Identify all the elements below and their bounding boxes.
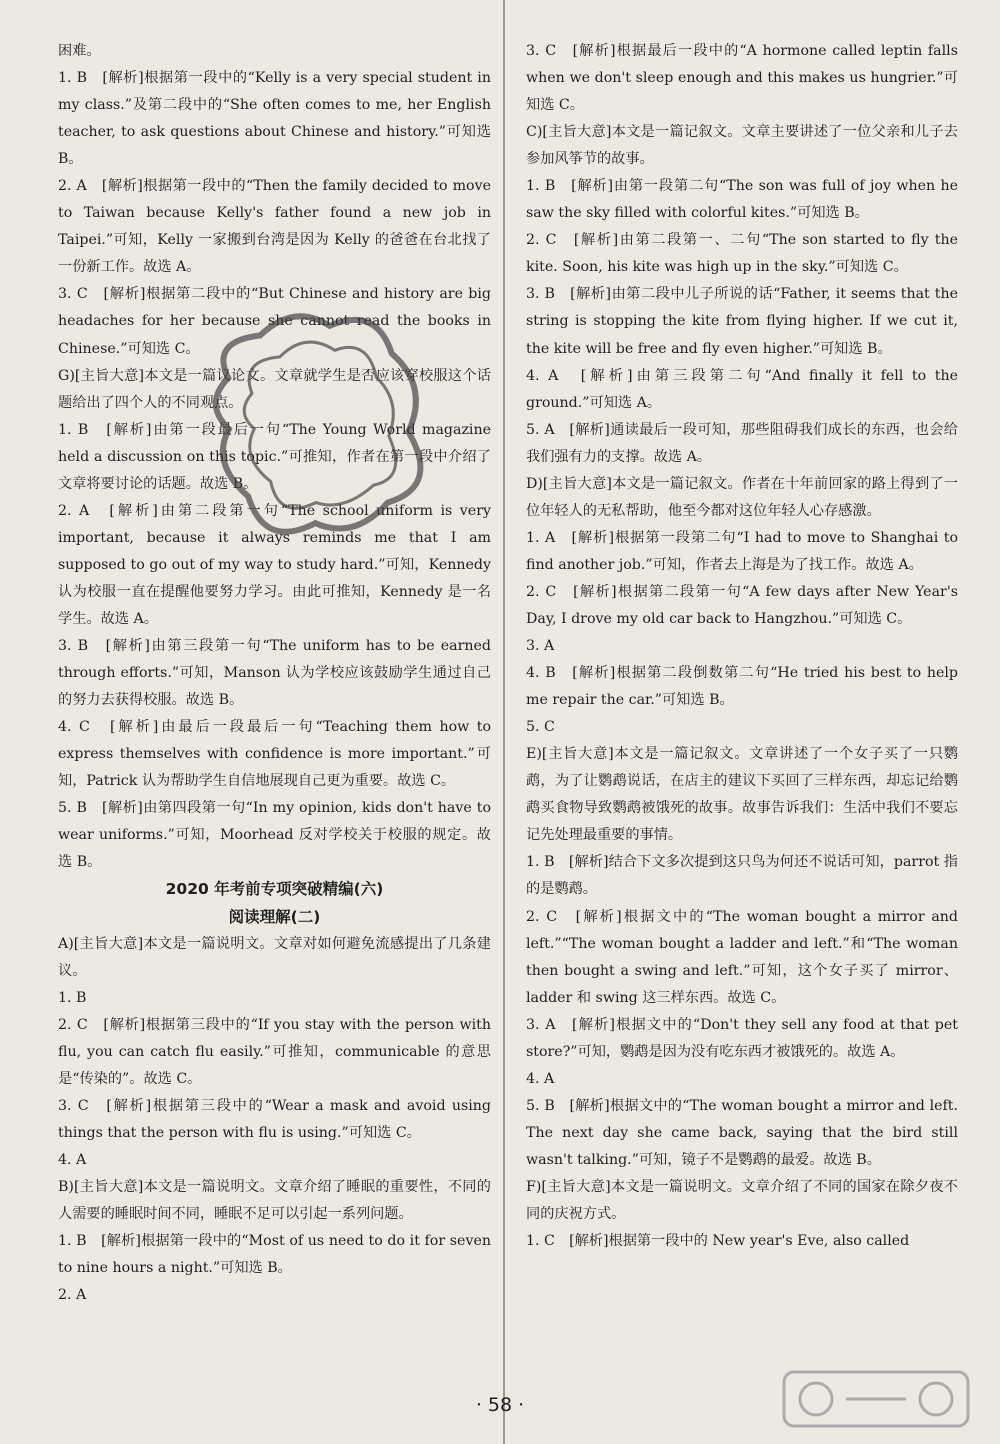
section-heading: 阅读理解(二) <box>228 907 321 926</box>
answer-paragraph: 2. C [解析]根据文中的“The woman bought a mirror and left.”“The woman bought a ladder and left.”和“The woman then bought a swing and left.”可知，这个女子买了 mirror、ladder 和 swing 这三样东西。故选 C。 <box>526 908 958 1006</box>
page-number: · 58 · <box>475 1394 525 1416</box>
answer-paragraph: G)[主旨大意]本文是一篇议论文。文章就学生是否应该穿校服这个话题给出了四个人的不同观点。 <box>58 367 491 411</box>
answer-paragraph: 4. A <box>526 1070 555 1087</box>
answer-paragraph: 3. C [解析]根据第二段中的“But Chinese and history are big headaches for her because she cannot read the books in Chinese.”可知选 C。 <box>58 286 491 357</box>
answer-paragraph: F)[主旨大意]本文是一篇说明文。文章介绍了不同的国家在除夕夜不同的庆祝方式。 <box>526 1178 958 1223</box>
answer-paragraph: 3. B [解析]由第三段第一句“The uniform has to be earned through efforts.”可知，Manson 认为学校应该鼓励学生通过自己的努力去获得校服。故选 B。 <box>58 638 491 709</box>
answer-paragraph: 1. A [解析]根据第一段第二句“I had to move to Shanghai to find another job.”可知，作者去上海是为了找工作。故选 A。 <box>526 529 958 573</box>
answer-paragraph: 2. A [解析]由第二段第一句“The school uniform is very important, because it always reminds me that I am supposed to go out of my way to study hard.”可知，Kennedy 认为校服一直在提醒他要努力学习。由此可推知，Kennedy 是一名学生。故选 A。 <box>58 502 491 627</box>
section-heading: 2020 年考前专项突破精编(六) <box>165 880 384 899</box>
answer-paragraph: C)[主旨大意]本文是一篇记叙文。文章主要讲述了一位父亲和儿子去参加风筝节的故事。 <box>526 124 958 168</box>
answer-paragraph: 困难。 <box>58 43 101 59</box>
answer-paragraph: A)[主旨大意]本文是一篇说明文。文章对如何避免流感提出了几条建议。 <box>58 935 491 979</box>
answer-paragraph: 1. B [解析]根据第一段中的“Kelly is a very special student in my class.”及第二段中的“She often comes to me, her English teacher, to ask questions about Chinese and history.”可知选 B。 <box>58 70 491 168</box>
answer-paragraph: 3. C [解析]根据最后一段中的“A hormone called leptin falls when we don't sleep enough and this makes us hungrier.”可知选 C。 <box>526 43 958 114</box>
left-column <box>58 38 491 1309</box>
answer-paragraph: 1. B [解析]根据第一段中的“Most of us need to do it for seven to nine hours a night.”可知选 B。 <box>58 1233 491 1277</box>
answer-paragraph: 5. B [解析]由第四段第一句“In my opinion, kids don't have to wear uniforms.”可知，Moorhead 反对学校关于校服的规定。故选 B。 <box>58 800 491 871</box>
answer-paragraph: 4. A <box>58 1151 87 1168</box>
answer-paragraph: 1. B <box>58 989 87 1006</box>
answer-paragraph: 2. A <box>58 1287 87 1304</box>
answer-paragraph: 1. C [解析]根据第一段中的 New year's Eve, also called <box>526 1233 910 1250</box>
answer-paragraph: 4. C [解析]由最后一段最后一句“Teaching them how to express themselves with confidence is more important.”可知，Patrick 认为帮助学生自信地展现自己更为重要。故选 C。 <box>58 719 491 790</box>
answer-paragraph: 3. A [解析]根据文中的“Don't they sell any food at that pet store?”可知，鹦鹉是因为没有吃东西才被饿死的。故选 A。 <box>526 1016 958 1060</box>
answer-paragraph: 1. B [解析]由第一段第二句“The son was full of joy when he saw the sky filled with colorful kites.”可知选 B。 <box>526 178 958 222</box>
answer-paragraph: 2. C [解析]根据第三段中的“If you stay with the person with flu, you can catch flu easily.”可推知，communicable 的意思是“传染的”。故选 C。 <box>58 1016 491 1087</box>
answer-paragraph: 1. B [解析]结合下文多次提到这只鸟为何还不说话可知，parrot 指的是鹦鹉。 <box>526 854 958 898</box>
answer-paragraph: 5. C <box>526 719 555 736</box>
watermark-stamp <box>177 278 464 572</box>
answer-paragraph: B)[主旨大意]本文是一篇说明文。文章介绍了睡眠的重要性，不同的人需要的睡眠时间不同，睡眠不足可以引起一系列问题。 <box>58 1178 491 1223</box>
answer-paragraph: 3. A <box>526 638 555 655</box>
answer-paragraph: E)[主旨大意]本文是一篇记叙文。文章讲述了一个女子买了一只鹦鹉，为了让鹦鹉说话，在店主的建议下买回了三样东西，却忘记给鹦鹉买食物导致鹦鹉被饿死的故事。故事告诉我们：生活中我们不要忘记先处理最重要的事情。 <box>526 746 958 844</box>
answer-paragraph: 3. B [解析]由第二段中儿子所说的话“Father, it seems that the string is stopping the kite from flying higher. If we cut it, the kite will be free and fly even higher.”可知选 B。 <box>526 286 958 357</box>
answer-paragraph: 2. C [解析]由第二段第一、二句“The son started to fly the kite. Soon, his kite was high up in the sky.”可知选 C。 <box>526 232 958 276</box>
answer-paragraph: 5. B [解析]根据文中的“The woman bought a mirror and left. The next day she came back, saying that the bird still wasn't talking.”可知，镜子不是鹦鹉的最爱。故选 B。 <box>526 1097 958 1168</box>
answer-paragraph: 4. B [解析]根据第二段倒数第二句“He tried his best to help me repair the car.”可知选 B。 <box>526 665 958 709</box>
right-column <box>526 38 958 1255</box>
answer-paragraph: 1. B [解析]由第一段最后一句“The Young World magazine held a discussion on this topic.”可推知，作者在第一段中介绍了文章将要讨论的话题。故选 B。 <box>58 421 491 492</box>
answer-paragraph: 4. A [解析]由第三段第二句“And finally it fell to the ground.”可知选 A。 <box>526 367 958 411</box>
answer-paragraph: 2. A [解析]根据第一段中的“Then the family decided to move to Taiwan because Kelly's father found a new job in Taipei.”可知，Kelly 一家搬到台湾是因为 Kelly 的爸爸在台北找了一份新工作。故选 A。 <box>58 178 491 276</box>
answer-paragraph: 5. A [解析]通读最后一段可知，那些阻碍我们成长的东西，也会给我们强有力的支撑。故选 A。 <box>526 421 958 465</box>
answer-paragraph: 3. C [解析]根据第三段中的“Wear a mask and avoid using things that the person with flu is using.”可知选 C。 <box>58 1097 491 1141</box>
answer-paragraph: 2. C [解析]根据第二段第一句“A few days after New Year's Day, I drove my old car back to Hangzhou.”可知选 C。 <box>526 583 958 627</box>
answer-paragraph: D)[主旨大意]本文是一篇记叙文。作者在十年前回家的路上得到了一位年轻人的无私帮助，他至今都对这位年轻人心存感激。 <box>526 475 958 519</box>
column-divider <box>503 0 505 1444</box>
